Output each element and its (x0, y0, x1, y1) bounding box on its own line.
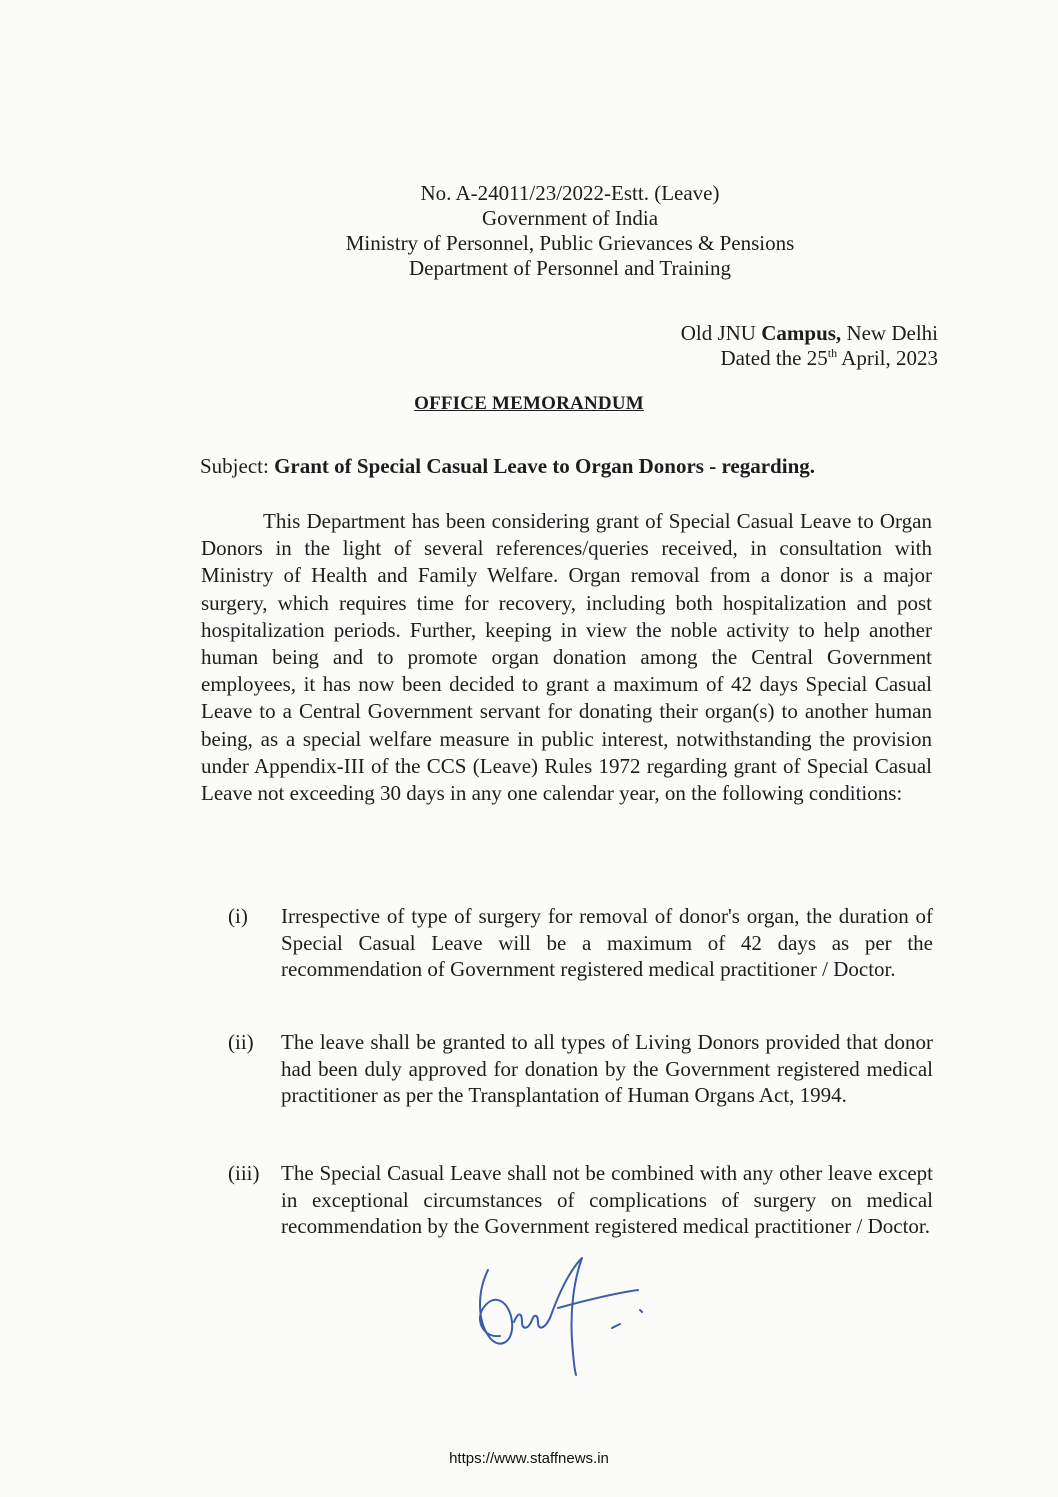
condition-item (228, 1029, 933, 1109)
location: Old JNU Campus, New Delhi (680, 321, 938, 345)
subject-label: Subject: (200, 454, 275, 478)
date: Dated the 25th April, 2023 (720, 346, 938, 370)
condition-number: (ii) (228, 1030, 254, 1054)
handwritten-signature (470, 1250, 670, 1380)
subject-line (200, 454, 815, 479)
condition-text: Irrespective of type of surgery for removal of donor's organ, the duration of Special Casual Leave will be a maximum of 42 days as per the recommendation of Government registered medical practitioner / Doctor. (281, 904, 933, 981)
subject-text: Grant of Special Casual Leave to Organ Donors - regarding. (274, 454, 816, 478)
condition-number: (iii) (228, 1161, 260, 1185)
department-name: Department of Personnel and Training (409, 256, 731, 280)
file-number: No. A-24011/23/2022-Estt. (Leave) (420, 181, 720, 205)
letterhead (300, 181, 840, 281)
condition-item (228, 1160, 933, 1240)
condition-number: (i) (228, 904, 248, 928)
government-name: Government of India (481, 206, 659, 230)
condition-text: The Special Casual Leave shall not be combined with any other leave except in exceptional circumstances of complications of surgery on medical recommendation by the Government registered medical practitioner / Doctor. (281, 1161, 933, 1238)
ministry-name: Ministry of Personnel, Public Grievances & Pensions (345, 231, 795, 255)
body-paragraph: This Department has been considering grant of Special Casual Leave to Organ Donors in the light of several references/queries received, in consultation with Ministry of Health and Family Welfare. Organ removal from a donor is a major surgery, which requires time for recovery, including both hospitalization and post hospitalization periods. Further, keeping in view the noble activity to help another human being and to promote organ donation among the Central Government employees, it has now been decided to grant a maximum of 42 days Special Casual Leave to a Central Government servant for donating their organ(s) to another human being, as a special welfare measure in public interest, notwithstanding the provision under Appendix-III of the CCS (Leave) Rules 1972 regarding grant of Special Casual Leave not exceeding 30 days in any one calendar year, on the following conditions: (201, 509, 932, 806)
condition-text: The leave shall be granted to all types of Living Donors provided that donor had been duly approved for donation by the Government registered medical practitioner as per the Transplantation of Human Organs Act, 1994. (281, 1030, 933, 1107)
place-and-date (681, 321, 938, 371)
condition-item (228, 903, 933, 983)
memo-title: OFFICE MEMORANDUM (414, 393, 644, 414)
footer-url: https://www.staffnews.in (449, 1450, 609, 1467)
